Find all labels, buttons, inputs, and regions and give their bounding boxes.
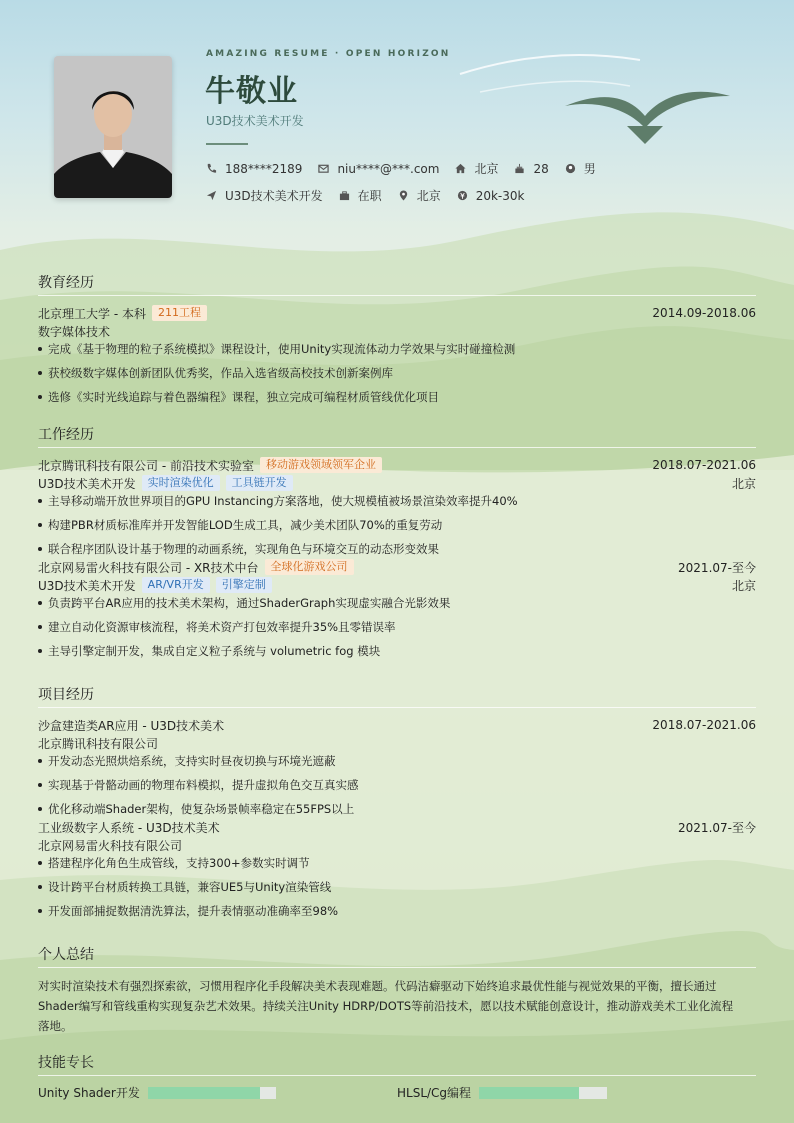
- education-entry-header: [38, 304, 756, 322]
- target-city-text: 北京: [416, 189, 441, 203]
- role-tag: 工具链开发: [226, 475, 293, 491]
- job-role-line: [38, 576, 756, 594]
- skill-level-fill: [148, 1087, 261, 1099]
- resume-tagline: AMAZING RESUME · OPEN HORIZON: [206, 49, 451, 59]
- summary-section: [38, 944, 756, 1036]
- job-date: 2021.07-至今: [678, 560, 756, 575]
- summary-line: 对实时渲染技术有强烈探索欲，习惯用程序化手段解决美术表现难题。代码洁癖驱动下始终追求最优性能与视觉效果的平衡，擅长通过: [38, 979, 717, 993]
- major-name: 数字媒体技术: [38, 324, 111, 339]
- job-title: U3D技术美术开发: [206, 114, 304, 128]
- list-item: 负责跨平台AR应用的技术美术架构，通过ShaderGraph实现虚实融合光影效果: [38, 594, 756, 618]
- project-date: 2018.07-2021.06: [652, 718, 756, 732]
- residence-text: 北京: [474, 162, 499, 176]
- role-tag: 引擎定制: [216, 577, 272, 593]
- summary-line: Shader编写和管线重构实现复杂艺术效果。持续关注Unity HDRP/DOTS等前沿技术，愿以技术赋能创意设计，推动游戏美术工业化流程: [38, 999, 734, 1013]
- gender-icon: [565, 163, 576, 174]
- location-pin-icon: [398, 190, 409, 201]
- project-company-line: [38, 734, 756, 752]
- role-tag: 实时渲染优化: [142, 475, 220, 491]
- list-item: 开发动态光照烘焙系统，支持实时昼夜切换与环境光遮蔽: [38, 752, 756, 776]
- project-company: 北京网易雷火科技有限公司: [38, 838, 183, 853]
- contact-row: [206, 160, 612, 177]
- salary-item: [457, 189, 525, 203]
- list-item: 实现基于骨骼动画的物理布料模拟，提升虚拟角色交互真实感: [38, 776, 756, 800]
- skill-item: [38, 1084, 397, 1101]
- job-intent-row: [206, 187, 540, 204]
- email-item: [318, 162, 439, 176]
- list-item: 建立自动化资源审核流程，将美术资产打包效率提升35%且零错误率: [38, 618, 756, 642]
- job-date: 2018.07-2021.06: [652, 458, 756, 472]
- age-item: [514, 162, 548, 176]
- project-name: 工业级数字人系统 - U3D技术美术: [38, 820, 220, 835]
- project-bullets: [38, 854, 756, 926]
- skill-name: HLSL/Cg编程: [397, 1086, 472, 1100]
- gender-item: [565, 160, 596, 177]
- job-role: U3D技术美术开发: [38, 476, 136, 491]
- list-item: 联合程序团队设计基于物理的动画系统，实现角色与环境交互的动态形变效果: [38, 540, 756, 564]
- cake-icon: [514, 163, 525, 174]
- job-role: U3D技术美术开发: [38, 578, 136, 593]
- skills-section: [38, 1052, 756, 1101]
- phone-text: 188****2189: [225, 161, 303, 176]
- salary-text: 20k-30k: [475, 188, 525, 203]
- list-item: 构建PBR材质标准库并开发智能LOD生成工具，减少美术团队70%的重复劳动: [38, 516, 756, 540]
- section-title-work: 工作经历: [38, 424, 756, 448]
- projects-section: [38, 684, 756, 926]
- role-tag: AR/VR开发: [142, 577, 210, 593]
- candidate-name: 牛敬业: [205, 74, 298, 109]
- section-title-skills: 技能专长: [38, 1052, 756, 1076]
- send-icon: [206, 190, 217, 201]
- section-title-projects: 项目经历: [38, 684, 756, 708]
- list-item: 选修《实时光线追踪与着色器编程》课程，独立完成可编程材质管线优化项目: [38, 388, 756, 412]
- project-entry-header: [38, 716, 756, 734]
- list-item: 搭建程序化角色生成管线，支持300+参数实时调节: [38, 854, 756, 878]
- phone-icon: [206, 163, 217, 174]
- home-icon: [455, 163, 466, 174]
- company-tag: 全球化游戏公司: [265, 559, 354, 575]
- education-section: [38, 272, 756, 412]
- skill-level-bar: [148, 1087, 276, 1099]
- age-text: 28: [533, 161, 549, 176]
- summary-text: [38, 976, 756, 1036]
- job-bullets: [38, 492, 756, 564]
- gender-text: 男: [583, 162, 596, 176]
- mail-icon: [318, 163, 329, 174]
- project-bullets: [38, 752, 756, 824]
- project-name: 沙盒建造类AR应用 - U3D技术美术: [38, 718, 225, 733]
- project-date: 2021.07-至今: [678, 820, 756, 835]
- major-line: [38, 322, 756, 340]
- school-tag: 211工程: [152, 305, 207, 321]
- briefcase-icon: [339, 190, 350, 201]
- skill-level-bar: [479, 1087, 607, 1099]
- section-title-summary: 个人总结: [38, 944, 756, 968]
- company-name: 北京腾讯科技有限公司 - 前沿技术实验室: [38, 458, 254, 473]
- job-city: 北京: [731, 578, 756, 593]
- project-company-line: [38, 836, 756, 854]
- money-icon: [457, 190, 468, 201]
- target-job-text: U3D技术美术开发: [225, 189, 323, 203]
- job-role-line: [38, 474, 756, 492]
- avatar-photo: [54, 56, 172, 198]
- section-title-education: 教育经历: [38, 272, 756, 296]
- company-name: 北京网易雷火科技有限公司 - XR技术中台: [38, 560, 259, 575]
- status-item: [339, 187, 382, 204]
- phone-item: [206, 162, 302, 176]
- residence-item: [455, 160, 498, 177]
- company-tag: 移动游戏领域领军企业: [260, 457, 382, 473]
- school-name: 北京理工大学 - 本科: [38, 306, 146, 321]
- education-date: 2014.09-2018.06: [652, 306, 756, 320]
- list-item: 优化移动端Shader架构，使复杂场景帧率稳定在55FPS以上: [38, 800, 756, 824]
- skill-item: [397, 1084, 756, 1101]
- skill-name: Unity Shader开发: [38, 1086, 140, 1100]
- job-bullets: [38, 594, 756, 666]
- list-item: 主导引擎定制开发，集成自定义粒子系统与 volumetric fog 模块: [38, 642, 756, 666]
- list-item: 开发面部捕捉数据清洗算法，提升表情驱动准确率至98%: [38, 902, 756, 926]
- accent-divider: [206, 143, 248, 145]
- list-item: 设计跨平台材质转换工具链，兼容UE5与Unity渲染管线: [38, 878, 756, 902]
- status-text: 在职: [357, 189, 382, 203]
- email-text: niu****@***.com: [337, 161, 440, 176]
- list-item: 获校级数字媒体创新团队优秀奖，作品入选省级高校技术创新案例库: [38, 364, 756, 388]
- education-bullets: [38, 340, 756, 412]
- skill-level-fill: [479, 1087, 579, 1099]
- summary-line: 落地。: [38, 1019, 73, 1033]
- skills-list: [38, 1084, 756, 1101]
- job-entry-header: [38, 456, 756, 474]
- work-section: [38, 424, 756, 666]
- target-city-item: [398, 187, 441, 204]
- bird-logo-icon: [565, 86, 730, 144]
- job-city: 北京: [731, 476, 756, 491]
- list-item: 完成《基于物理的粒子系统模拟》课程设计，使用Unity实现流体动力学效果与实时碰撞检测: [38, 340, 756, 364]
- project-company: 北京腾讯科技有限公司: [38, 736, 159, 751]
- target-job-item: [206, 187, 323, 204]
- list-item: 主导移动端开放世界项目的GPU Instancing方案落地，使大规模植被场景渲染效率提升40%: [38, 492, 756, 516]
